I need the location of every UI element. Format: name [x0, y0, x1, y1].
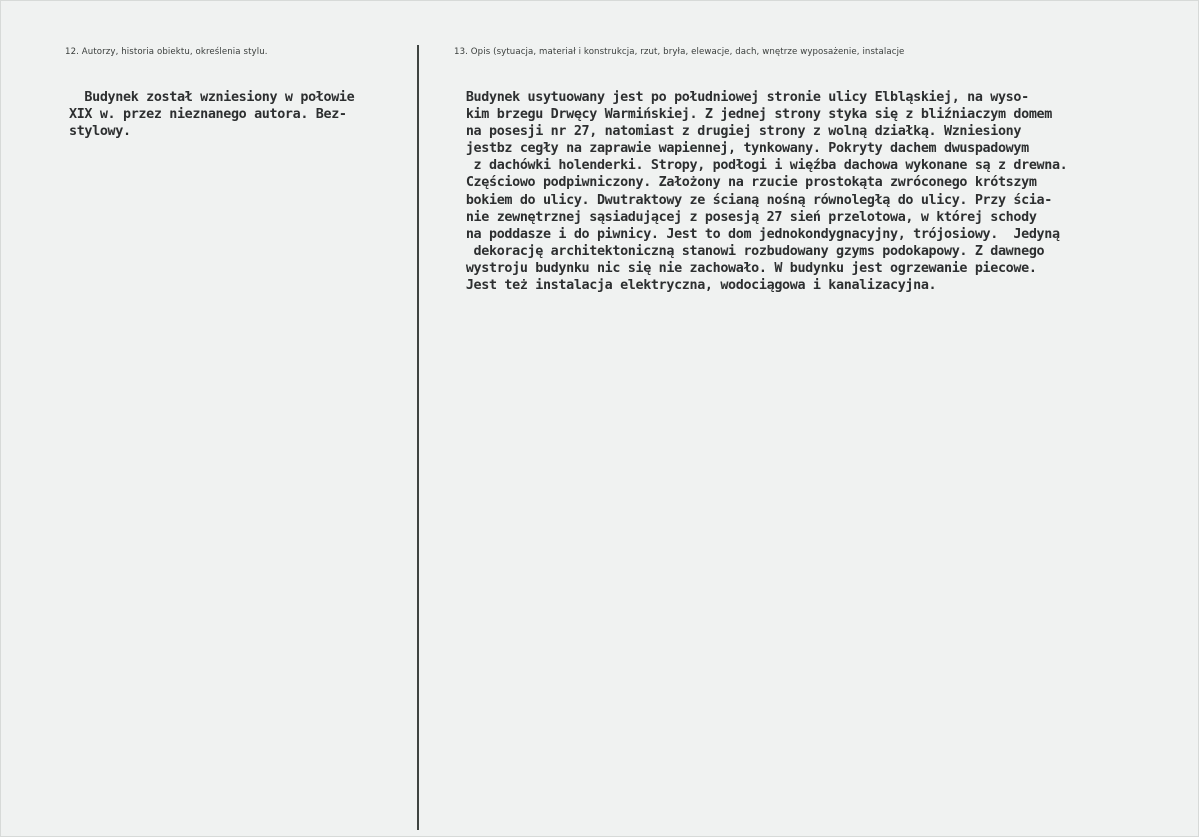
- text-line: Częściowo podpiwniczony. Założony na rzucie prostokąta zwróconego krótszym: [435, 175, 1037, 191]
- column-divider: [417, 45, 419, 830]
- text-line: stylowy.: [69, 124, 131, 140]
- text-line: bokiem do ulicy. Dwutraktowy ze ścianą nośną równoległą do ulicy. Przy ścia-: [435, 192, 1052, 208]
- text-line: Budynek usytuowany jest po południowej stronie ulicy Elbląskiej, na wyso-: [435, 90, 1029, 105]
- section-12-heading: 12. Autorzy, historia obiektu, określenia stylu.: [65, 47, 268, 57]
- text-line: Jest też instalacja elektryczna, wodociągowa i kanalizacyjna.: [435, 278, 937, 294]
- section-12-text: [69, 89, 354, 140]
- text-line: z dachówki holenderki. Stropy, podłogi i więźba dachowa wykonane są z drewna.: [435, 158, 1068, 174]
- text-line: dekorację architektoniczną stanowi rozbudowany gzyms podokapowy. Z dawnego: [435, 243, 1045, 259]
- text-line: XIX w. przez nieznanego autora. Bez-: [69, 107, 347, 123]
- text-line: na poddasze i do piwnicy. Jest to dom jednokondygnacyjny, trójosiowy. Jedyną: [435, 226, 1060, 242]
- text-line: jestbz cegły na zaprawie wapiennej, tynkowany. Pokryty dachem dwuspadowym: [435, 141, 1029, 157]
- text-line: nie zewnętrznej sąsiadującej z posesją 27 sień przelotowa, w której schody: [435, 209, 1037, 225]
- text-line: wystroju budynku nic się nie zachowało. W budynku jest ogrzewanie piecowe.: [435, 260, 1037, 276]
- section-13-heading: 13. Opis (sytuacja, materiał i konstrukcja, rzut, bryła, elewacje, dach, wnętrze wyposażenie, instalacje: [454, 47, 905, 57]
- section-13-text: [435, 89, 1067, 294]
- text-line: na posesji nr 27, natomiast z drugiej strony z wolną działką. Wzniesiony: [435, 124, 1022, 140]
- text-line: kim brzegu Drwęcy Warmińskiej. Z jednej strony styka się z bliźniaczym domem: [435, 107, 1052, 123]
- text-line: Budynek został wzniesiony w połowie: [69, 90, 355, 105]
